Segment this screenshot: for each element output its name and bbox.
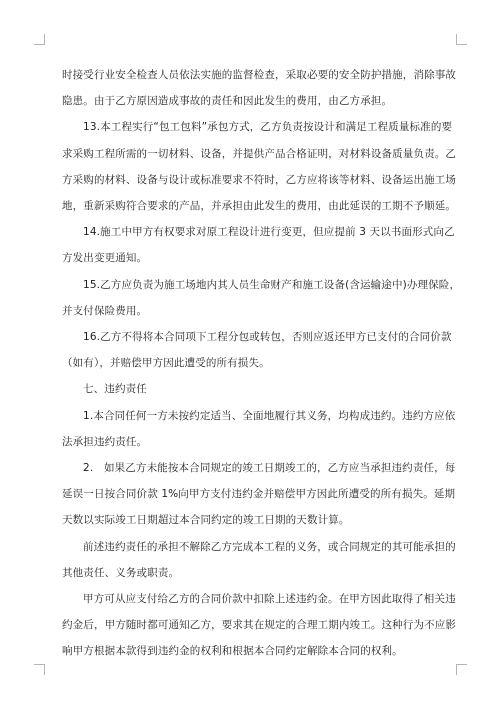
text-line: 16.乙方不得将本合同项下工程分包或转包，否则应返还甲方已支付的合同价款 bbox=[83, 331, 452, 344]
text-line: 并支付保险费用。 bbox=[62, 304, 148, 317]
crop-mark-bottom-left bbox=[34, 664, 45, 675]
text-line: 15.乙方应负责为施工场地内其人员生命财产和施工设备(含运输途中)办理保险， bbox=[83, 278, 461, 291]
text-line: 约金后，甲方随时都可通知乙方，要求其在规定的合理工期内竣工。这种行为不应影 bbox=[62, 619, 457, 632]
text-line: （如有），并赔偿甲方因此遭受的所有损失。 bbox=[62, 357, 270, 370]
text-line: 方发出变更通知。 bbox=[62, 252, 148, 265]
text-line: 1.本合同任何一方未按约定适当、全面地履行其义务，均构成违约。违约方应依 bbox=[83, 409, 456, 422]
text-line: 13.本工程实行“包工包料”承包方式，乙方负责按设计和满足工程质量标准的要 bbox=[83, 121, 453, 134]
text-line: 2. 如果乙方未能按本合同规定的竣工日期竣工的，乙方应当承担违约责任，每 bbox=[83, 462, 456, 475]
text-line: 时接受行业安全检查人员依法实施的监督检查，采取必要的安全防护措施，消除事故 bbox=[62, 69, 457, 81]
text-line: 其他责任、义务或职责。 bbox=[62, 566, 180, 579]
crop-mark-bottom-right bbox=[456, 664, 467, 675]
text-line: 地，重新采购符合要求的产品，并承担由此发生的费用，由此延误的工期不予顺延。 bbox=[62, 200, 457, 213]
text-line: 天数以实际竣工日期超过本合同约定的竣工日期的天数计算。 bbox=[62, 514, 350, 527]
text-line: 隐患。由于乙方原因造成事故的责任和因此发生的费用，由乙方承担。 bbox=[62, 95, 393, 108]
text-line: 延误一日按合同价款 1%向甲方支付违约金并赔偿甲方因此所遭受的所有损失。延期 bbox=[62, 488, 456, 501]
document-body bbox=[62, 62, 461, 665]
text-line: 响甲方根据本款得到违约金的权利和根据本合同约定解除本合同的权利。 bbox=[62, 645, 403, 658]
text-line: 方采购的材料、设备与设计或标准要求不符时，乙方应将该等材料、设备运出施工场 bbox=[62, 173, 457, 186]
text-line: 甲方可从应支付给乙方的合同价款中扣除上述违约金。在甲方因此取得了相关违 bbox=[83, 593, 456, 606]
crop-mark-top-left bbox=[34, 34, 45, 45]
text-line: 前述违约责任的承担不解除乙方完成本工程的义务，或合同规定的其可能承担的 bbox=[83, 540, 456, 553]
crop-mark-top-right bbox=[456, 34, 467, 45]
text-line: 七、违约责任 bbox=[83, 383, 147, 396]
text-line: 法承担违约责任。 bbox=[62, 435, 148, 448]
text-line: 14.施工中甲方有权要求对原工程设计进行变更，但应提前 3 天以书面形式向乙 bbox=[83, 226, 455, 239]
text-line: 求采购工程所需的一切材料、设备，并提供产品合格证明，对材料设备质量负责。乙 bbox=[62, 147, 457, 160]
